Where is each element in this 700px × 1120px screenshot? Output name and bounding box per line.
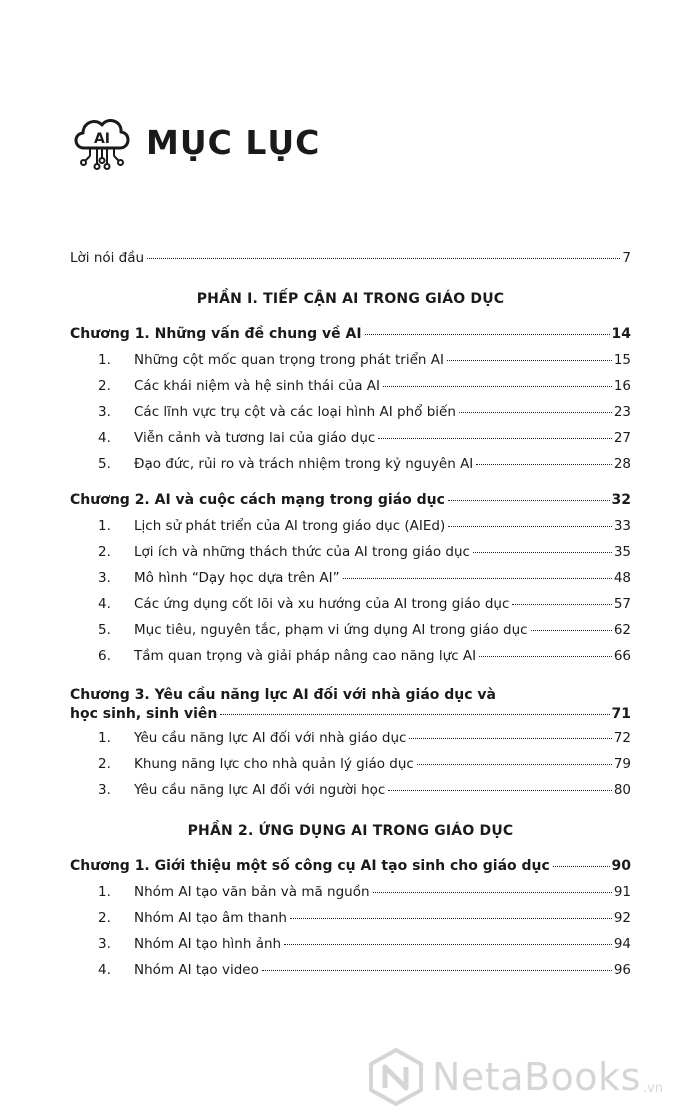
dot-leader xyxy=(373,892,612,893)
item-label: Đạo đức, rủi ro và trách nhiệm trong kỷ nguyên AI xyxy=(134,456,474,472)
item-label: Yêu cầu năng lực AI đối với nhà giáo dục xyxy=(134,730,407,746)
part-2-heading: PHẦN 2. ỨNG DỤNG AI TRONG GIÁO DỤC xyxy=(187,823,514,839)
item-number: 3. xyxy=(98,404,111,420)
item-label: Lịch sử phát triển của AI trong giáo dục (AIEd) xyxy=(134,518,446,534)
item-label: Viễn cảnh và tương lai của giáo dục xyxy=(134,430,376,446)
chapter-page: 32 xyxy=(611,492,631,508)
item-number: 5. xyxy=(98,622,111,638)
item-number: 1. xyxy=(98,352,111,368)
item-label: Mục tiêu, nguyên tắc, phạm vi ứng dụng AI trong giáo dục xyxy=(134,622,528,638)
item-page: 66 xyxy=(613,648,631,664)
toc-item[interactable] xyxy=(70,570,631,596)
item-number: 6. xyxy=(98,648,111,664)
item-number: 1. xyxy=(98,884,111,900)
table-of-contents xyxy=(70,250,631,988)
toc-item[interactable] xyxy=(70,756,631,782)
page-title: MỤC LỤC xyxy=(146,122,321,162)
item-page: 80 xyxy=(613,782,631,798)
dot-leader xyxy=(448,526,612,527)
dot-leader xyxy=(409,738,611,739)
logo-text: AI xyxy=(93,131,111,147)
item-page: 15 xyxy=(613,352,631,368)
toc-preface[interactable] xyxy=(70,250,631,276)
toc-chapter[interactable] xyxy=(70,326,631,352)
toc-chapter[interactable] xyxy=(70,492,631,518)
dot-leader xyxy=(262,970,612,971)
chapter-title-line-2: học sinh, sinh viên xyxy=(70,706,218,722)
item-label: Mô hình “Dạy học dựa trên AI” xyxy=(134,570,340,586)
item-label: Yêu cầu năng lực AI đối với người học xyxy=(134,782,386,798)
item-label: Những cột mốc quan trọng trong phát triển AI xyxy=(134,352,444,368)
item-number: 4. xyxy=(98,596,111,612)
item-page: 48 xyxy=(613,570,631,586)
chapter-page: 14 xyxy=(611,326,631,342)
ai-cloud-circuit-icon xyxy=(70,112,134,172)
toc-preface-label: Lời nói đầu xyxy=(70,250,145,266)
chapter-title: Chương 1. Những vấn đề chung về AI xyxy=(70,326,362,342)
dot-leader xyxy=(473,552,612,553)
toc-item[interactable] xyxy=(70,430,631,456)
item-number: 2. xyxy=(98,544,111,560)
item-label: Nhóm AI tạo hình ảnh xyxy=(134,936,282,952)
dot-leader xyxy=(417,764,612,765)
item-number: 3. xyxy=(98,936,111,952)
chapter-title: Chương 1. Giới thiệu một số công cụ AI tạo sinh cho giáo dục xyxy=(70,858,550,874)
item-page: 33 xyxy=(613,518,631,534)
toc-item[interactable] xyxy=(70,962,631,988)
item-number: 1. xyxy=(98,730,111,746)
toc-item[interactable] xyxy=(70,782,631,808)
part-1-heading: PHẦN I. TIẾP CẬN AI TRONG GIÁO DỤC xyxy=(196,291,505,307)
item-label: Khung năng lực cho nhà quản lý giáo dục xyxy=(134,756,414,772)
item-page: 79 xyxy=(613,756,631,772)
toc-chapter[interactable] xyxy=(70,858,631,884)
item-number: 3. xyxy=(98,782,111,798)
toc-item[interactable] xyxy=(70,884,631,910)
toc-item[interactable] xyxy=(70,544,631,570)
toc-item[interactable] xyxy=(70,730,631,756)
toc-item[interactable] xyxy=(70,352,631,378)
item-page: 27 xyxy=(613,430,631,446)
watermark-suffix: .vn xyxy=(642,1081,663,1096)
watermark-brand: NetaBooks xyxy=(432,1055,641,1099)
toc-item[interactable] xyxy=(70,404,631,430)
dot-leader xyxy=(512,604,611,605)
item-label: Tầm quan trọng và giải pháp nâng cao năng lực AI xyxy=(134,648,477,664)
item-page: 16 xyxy=(613,378,631,394)
toc-item[interactable] xyxy=(70,936,631,962)
item-page: 57 xyxy=(613,596,631,612)
item-number: 2. xyxy=(98,756,111,772)
watermark xyxy=(368,1048,663,1106)
toc-item[interactable] xyxy=(70,518,631,544)
item-label: Nhóm AI tạo video xyxy=(134,962,259,978)
item-page: 72 xyxy=(613,730,631,746)
item-label: Nhóm AI tạo âm thanh xyxy=(134,910,287,926)
item-page: 28 xyxy=(613,456,631,472)
page-header xyxy=(70,112,320,172)
item-label: Các ứng dụng cốt lõi và xu hướng của AI trong giáo dục xyxy=(134,596,510,612)
item-page: 91 xyxy=(613,884,631,900)
toc-item[interactable] xyxy=(70,456,631,482)
item-number: 5. xyxy=(98,456,111,472)
dot-leader xyxy=(447,360,612,361)
chapter-title: Chương 2. AI và cuộc cách mạng trong giáo dục xyxy=(70,492,445,508)
item-page: 92 xyxy=(613,910,631,926)
item-page: 35 xyxy=(613,544,631,560)
item-number: 2. xyxy=(98,910,111,926)
dot-leader xyxy=(479,656,612,657)
chapter-page: 71 xyxy=(611,706,631,722)
toc-chapter[interactable] xyxy=(70,684,631,730)
item-label: Nhóm AI tạo văn bản và mã nguồn xyxy=(134,884,370,900)
toc-item[interactable] xyxy=(70,596,631,622)
toc-item[interactable] xyxy=(70,648,631,674)
item-number: 3. xyxy=(98,570,111,586)
dot-leader xyxy=(378,438,611,439)
netabooks-logo-icon xyxy=(368,1048,424,1106)
toc-item[interactable] xyxy=(70,378,631,404)
item-page: 62 xyxy=(613,622,631,638)
dot-leader xyxy=(476,464,612,465)
item-number: 4. xyxy=(98,962,111,978)
item-page: 23 xyxy=(613,404,631,420)
toc-item[interactable] xyxy=(70,910,631,936)
toc-preface-page: 7 xyxy=(622,250,631,266)
dot-leader xyxy=(220,714,609,715)
item-label: Lợi ích và những thách thức của AI trong giáo dục xyxy=(134,544,470,560)
item-label: Các khái niệm và hệ sinh thái của AI xyxy=(134,378,380,394)
dot-leader xyxy=(365,334,610,335)
dot-leader xyxy=(290,918,612,919)
chapter-title-line-1: Chương 3. Yêu cầu năng lực AI đối với nhà giáo dục và xyxy=(70,687,497,703)
item-page: 94 xyxy=(613,936,631,952)
item-page: 96 xyxy=(613,962,631,978)
dot-leader xyxy=(284,944,612,945)
dot-leader xyxy=(531,630,612,631)
toc-item[interactable] xyxy=(70,622,631,648)
chapter-page: 90 xyxy=(611,858,631,874)
item-number: 1. xyxy=(98,518,111,534)
item-number: 2. xyxy=(98,378,111,394)
item-label: Các lĩnh vực trụ cột và các loại hình AI phổ biến xyxy=(134,404,456,420)
dot-leader xyxy=(388,790,612,791)
dot-leader xyxy=(553,866,610,867)
dot-leader xyxy=(147,258,620,259)
dot-leader xyxy=(448,500,610,501)
dot-leader xyxy=(343,578,612,579)
dot-leader xyxy=(459,412,612,413)
item-number: 4. xyxy=(98,430,111,446)
dot-leader xyxy=(383,386,612,387)
